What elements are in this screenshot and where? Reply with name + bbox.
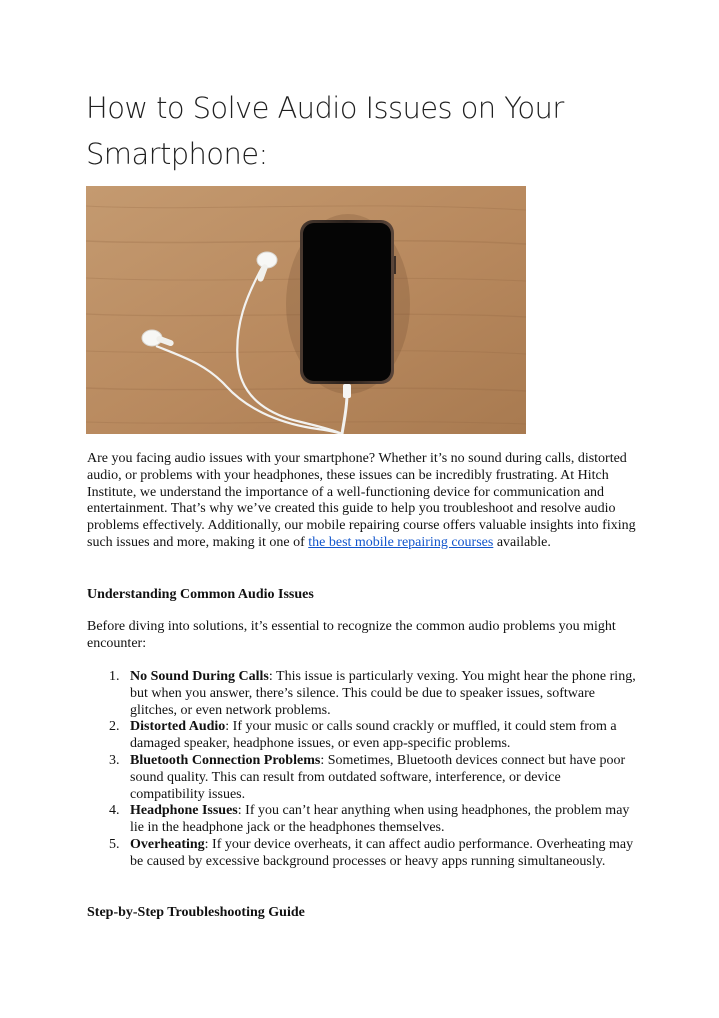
issue-description: : This issue is particularly vexing. You might hear the phone ring, but when you answer, there’s silence. This could be due to speaker issues, software glitches, or even network problems. [130, 669, 636, 718]
issue-description: : If your device overheats, it can affect audio performance. Overheating may be caused by excessive background processes or heavy apps running simultaneously. [130, 836, 634, 869]
intro-text: Are you facing audio issues with your smartphone? Whether it’s no sound during calls, distorted audio, or problems with your headphones, these issues can be incredibly frustrating. At Hitch Institute, we understand the importance of a well-functioning device for communication and entertainment. That’s why we’ve created this guide to help you troubleshoot and resolve audio problems effectively. Additionally, our mobile repairing course offers valuable insights into fixing such issues and more, making it one of [87, 451, 636, 550]
issue-description: : If your music or calls sound crackly or muffled, it could stem from a damaged speaker, headphone issues, or even app-specific problems. [130, 719, 617, 752]
list-item [87, 719, 637, 753]
list-number: 2. [109, 719, 120, 735]
list-number: 1. [109, 669, 120, 684]
page-title: How to Solve Audio Issues on Your Smartphone: [86, 91, 564, 171]
intro-tail: available. [493, 534, 551, 550]
issue-term: Distorted Audio [130, 719, 226, 735]
issue-description: : Sometimes, Bluetooth devices connect but have poor sound quality. This can result from outdated software, interference, or device compatibility issues. [130, 752, 626, 802]
list-item [87, 753, 637, 803]
cable-connector [343, 384, 351, 398]
hero-image [86, 186, 526, 434]
section-heading-troubleshooting: Step-by-Step Troubleshooting Guide [87, 905, 305, 920]
issue-term: Headphone Issues [130, 803, 238, 819]
audio-issues-list [87, 669, 637, 871]
issue-description: : If you can’t hear anything when using headphones, the problem may lie in the headphone jack or the headphones themselves. [130, 803, 630, 836]
phone-screen [303, 223, 391, 381]
section-lead-paragraph: Before diving into solutions, it’s essential to recognize the common audio problems you might encounter: [87, 619, 616, 651]
issue-term: Bluetooth Connection Problems [130, 752, 321, 768]
list-item [87, 803, 637, 837]
section-heading-common-issues: Understanding Common Audio Issues [87, 587, 314, 602]
intro-paragraph [87, 451, 637, 552]
phone-button [394, 256, 396, 274]
issue-term: Overheating [130, 836, 205, 852]
list-number: 3. [109, 752, 120, 768]
list-number: 4. [109, 803, 120, 819]
list-number: 5. [109, 836, 120, 852]
list-item [87, 669, 637, 719]
mobile-repairing-courses-link[interactable]: the best mobile repairing courses [308, 534, 494, 550]
list-item [87, 837, 637, 871]
issue-term: No Sound During Calls [130, 669, 269, 684]
